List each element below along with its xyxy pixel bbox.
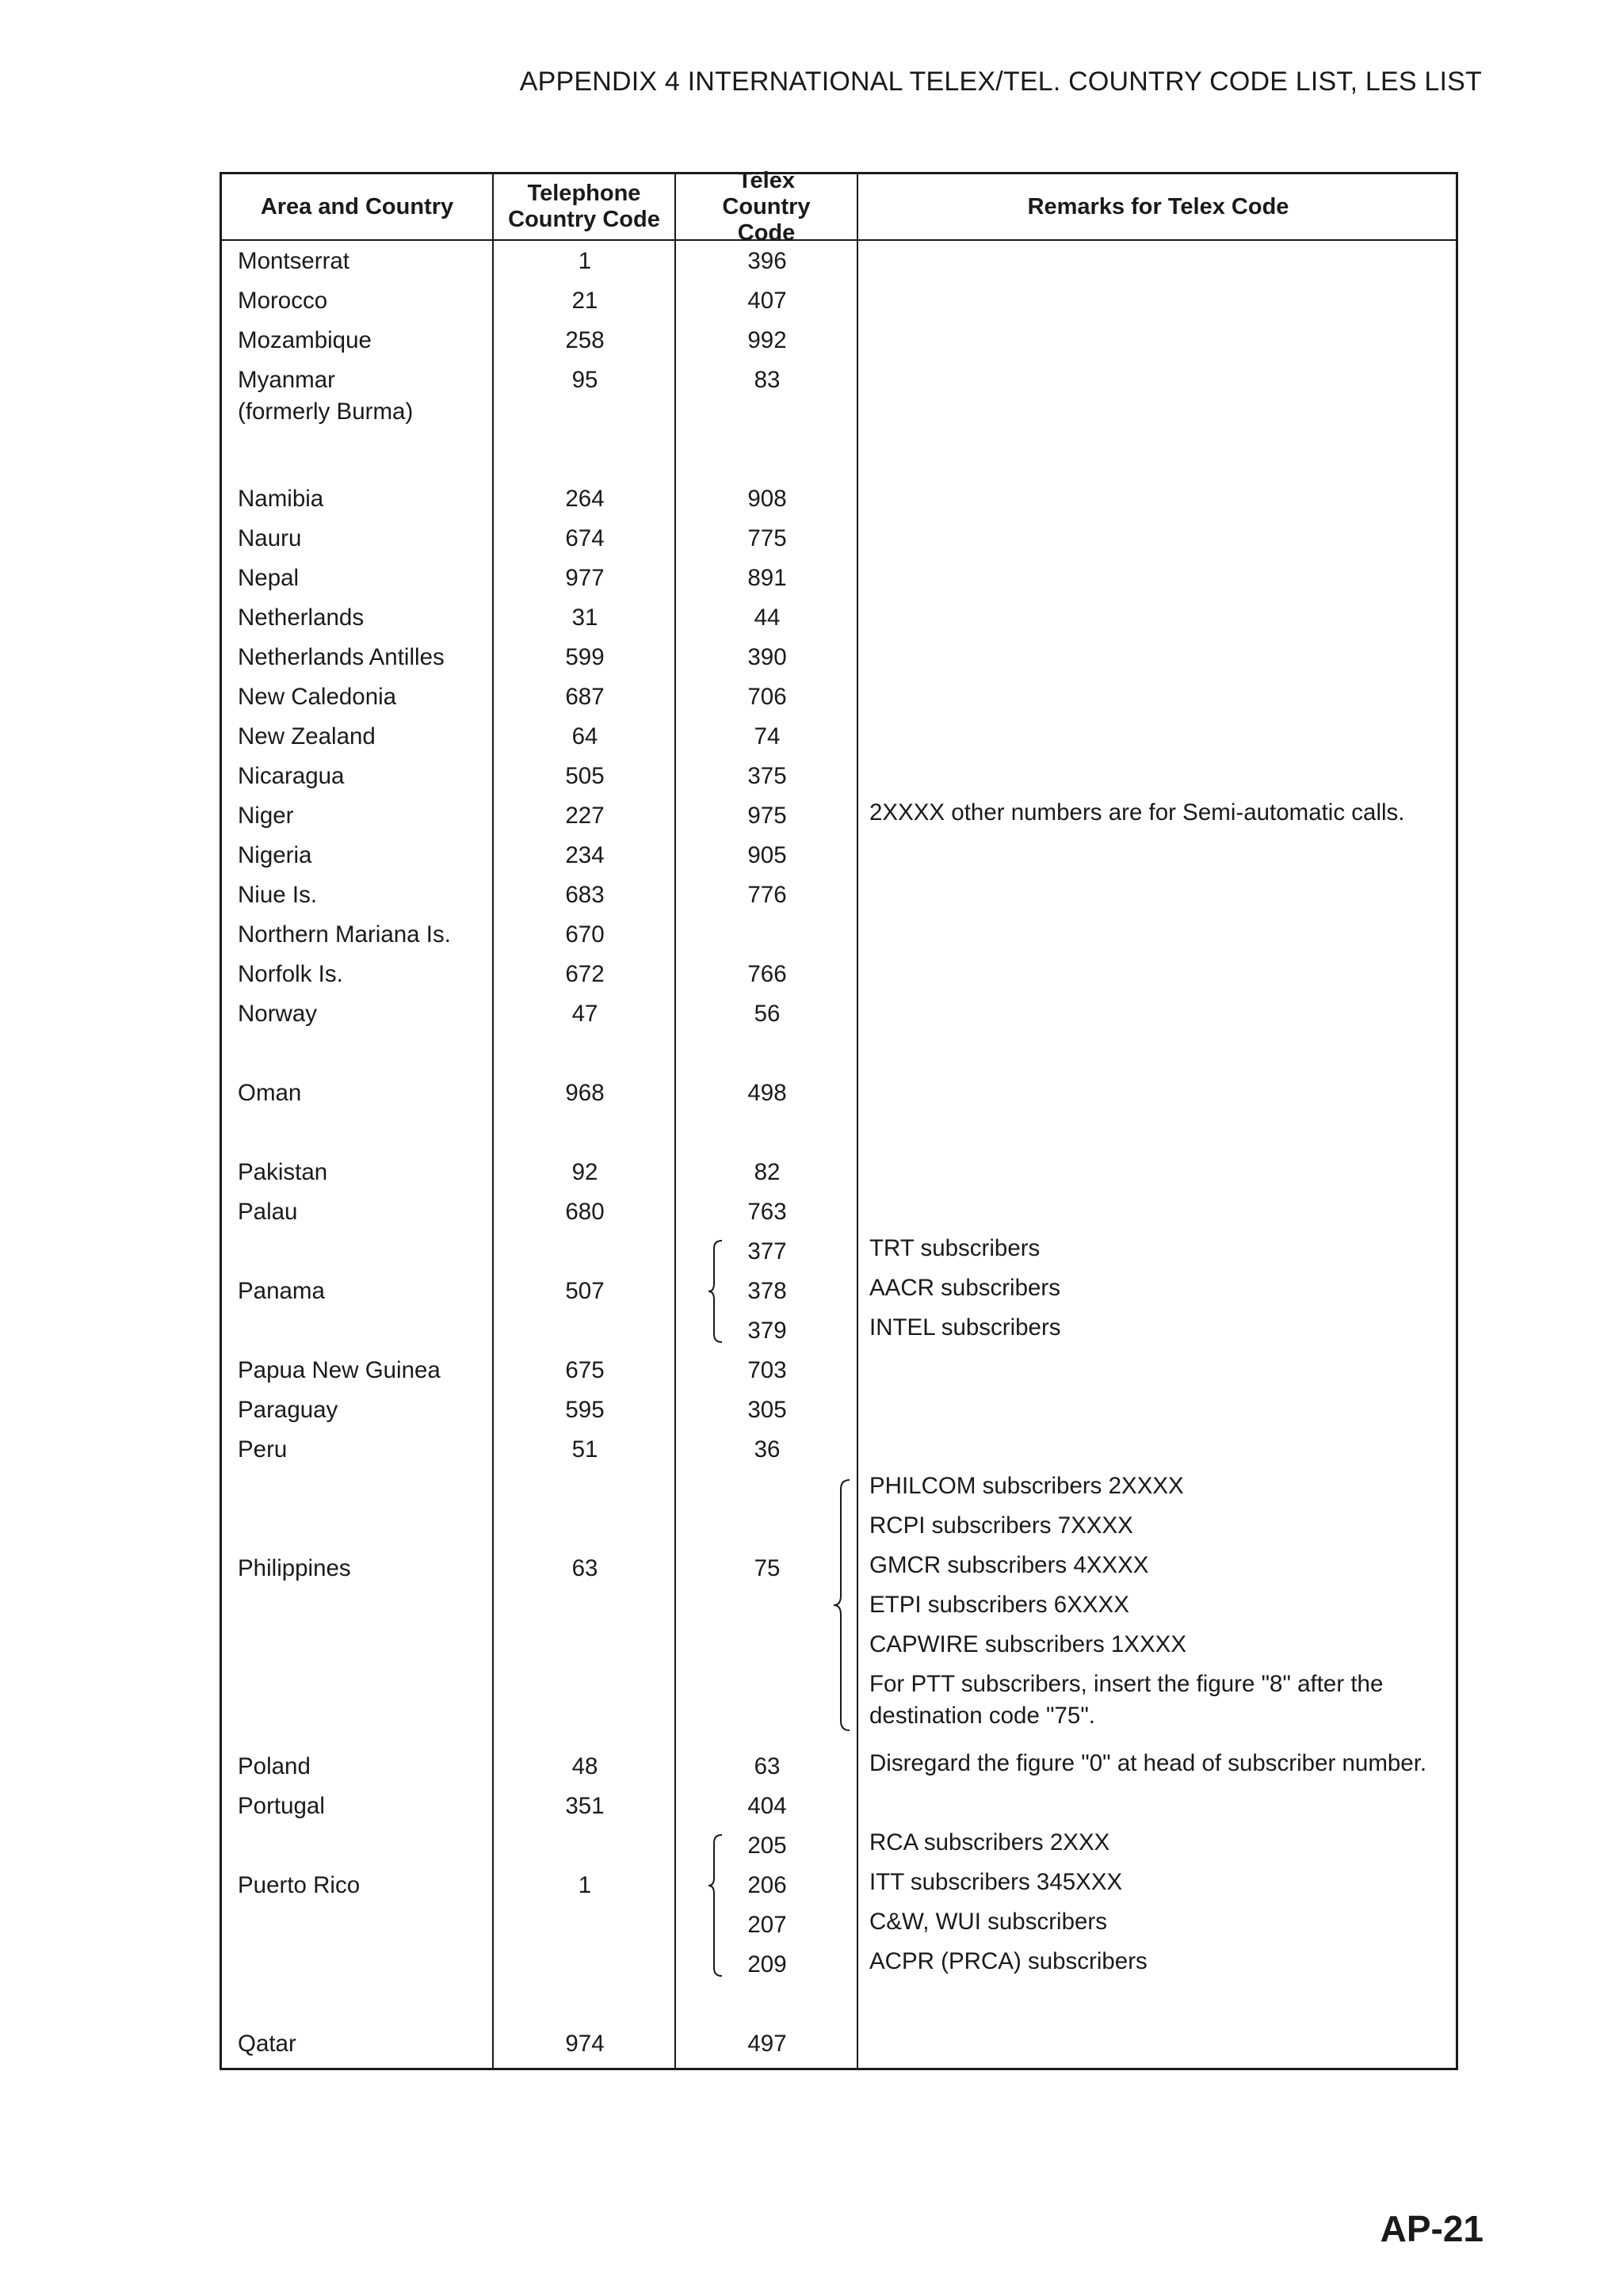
cell-telex-code: 378 (747, 1278, 787, 1304)
brace-icon (832, 1478, 851, 1733)
cell-telephone-code: 680 (565, 1199, 605, 1225)
country-code-table (220, 167, 1458, 2070)
cell-telex-code: 305 (747, 1397, 787, 1423)
cell-remark: C&W, WUI subscribers (869, 1909, 1107, 1935)
cell-country: Papua New Guinea (238, 1357, 441, 1383)
cell-telex-code: 776 (747, 882, 787, 908)
cell-country: Myanmar (238, 367, 335, 393)
cell-telephone-code: 968 (565, 1080, 605, 1106)
cell-telephone-code: 974 (565, 2031, 605, 2057)
cell-telex-code: 63 (754, 1753, 781, 1779)
cell-country: Pakistan (238, 1159, 328, 1185)
cell-telephone-code: 92 (571, 1159, 598, 1185)
cell-telex-code: 377 (747, 1238, 787, 1264)
cell-telephone-code: 31 (571, 605, 598, 631)
cell-remark: For PTT subscribers, insert the figure "8" after the destination code "75". (869, 1671, 1384, 1729)
cell-telephone-code: 351 (565, 1793, 605, 1819)
cell-telex-code: 498 (747, 1080, 787, 1106)
column-header-country: Area and Country (260, 193, 454, 219)
cell-country: Nigeria (238, 842, 312, 868)
cell-remark: RCA subscribers 2XXX (869, 1829, 1110, 1855)
cell-telephone-code: 683 (565, 882, 605, 908)
cell-country: Peru (238, 1436, 288, 1463)
cell-telex-code: 706 (747, 684, 787, 710)
cell-telex-code: 992 (747, 327, 787, 353)
cell-telex-code: 905 (747, 842, 787, 868)
cell-country: Oman (238, 1080, 302, 1106)
cell-telephone-code: 234 (565, 842, 605, 868)
cell-telex-code: 396 (747, 248, 787, 274)
cell-remark: 2XXXX other numbers are for Semi-automatic calls. (869, 799, 1405, 826)
cell-country: Philippines (238, 1555, 351, 1581)
cell-telex-code: 775 (747, 525, 787, 551)
cell-country: Mozambique (238, 327, 372, 353)
cell-country: Nepal (238, 565, 300, 591)
cell-telex-code: 975 (747, 803, 787, 829)
cell-telephone-code: 672 (565, 961, 605, 987)
cell-telex-code: 75 (754, 1555, 781, 1581)
cell-telex-code: 83 (754, 367, 781, 393)
cell-telephone-code: 48 (571, 1753, 598, 1779)
cell-country: Panama (238, 1278, 325, 1304)
cell-telex-code: 44 (754, 605, 781, 631)
cell-telex-code: 375 (747, 763, 787, 789)
cell-telex-code: 891 (747, 565, 787, 591)
cell-telex-code: 205 (747, 1833, 787, 1859)
cell-country: Palau (238, 1199, 298, 1225)
page-number: AP-21 (1380, 2208, 1484, 2249)
cell-country: Niue Is. (238, 882, 318, 908)
cell-country: Norfolk Is. (238, 961, 343, 987)
cell-country: Puerto Rico (238, 1872, 361, 1898)
cell-telex-code: 497 (747, 2031, 787, 2057)
cell-telephone-code: 258 (565, 327, 605, 353)
cell-country: Namibia (238, 486, 324, 512)
column-divider (674, 174, 676, 2068)
cell-telex-code: 56 (754, 1001, 781, 1027)
cell-telephone-code: 51 (571, 1436, 598, 1463)
cell-telex-code: 908 (747, 486, 787, 512)
cell-telephone-code: 595 (565, 1397, 605, 1423)
cell-telephone-code: 675 (565, 1357, 605, 1383)
cell-telephone-code: 227 (565, 803, 605, 829)
cell-telephone-code: 47 (571, 1001, 598, 1027)
cell-telephone-code: 674 (565, 525, 605, 551)
cell-remark: INTEL subscribers (869, 1314, 1061, 1341)
column-header-telephone: Telephone Country Code (508, 181, 660, 232)
cell-country: Paraguay (238, 1397, 338, 1423)
cell-country: Morocco (238, 288, 328, 314)
cell-remark: ETPI subscribers 6XXXX (869, 1592, 1129, 1618)
cell-telephone-code: 264 (565, 486, 605, 512)
cell-country: Netherlands Antilles (238, 644, 445, 670)
cell-telex-code: 74 (754, 723, 781, 749)
cell-country: Niger (238, 803, 294, 829)
cell-remark: ITT subscribers 345XXX (869, 1869, 1123, 1895)
cell-country: Portugal (238, 1793, 325, 1819)
cell-telephone-code: 507 (565, 1278, 605, 1304)
cell-telex-code: 379 (747, 1318, 787, 1344)
cell-telephone-code: 1 (578, 1872, 592, 1898)
cell-remark: GMCR subscribers 4XXXX (869, 1552, 1149, 1578)
cell-telex-code: 404 (747, 1793, 787, 1819)
cell-country: New Zealand (238, 723, 376, 749)
cell-telex-code: 209 (747, 1951, 787, 1978)
column-header-remarks: Remarks for Telex Code (1027, 193, 1289, 219)
cell-telephone-code: 21 (571, 288, 598, 314)
cell-country: Northern Mariana Is. (238, 921, 451, 948)
header-divider (222, 239, 1456, 241)
cell-country-note: (formerly Burma) (238, 399, 414, 425)
cell-country: Qatar (238, 2031, 296, 2057)
cell-country: Montserrat (238, 248, 349, 274)
cell-telex-code: 390 (747, 644, 787, 670)
cell-country: Norway (238, 1001, 317, 1027)
page-header: APPENDIX 4 INTERNATIONAL TELEX/TEL. COUNTRY CODE LIST, LES LIST (519, 67, 1482, 97)
cell-telex-code: 763 (747, 1199, 787, 1225)
cell-telephone-code: 95 (571, 367, 598, 393)
column-header-telex: Telex Country Code (722, 167, 811, 246)
cell-telex-code: 36 (754, 1436, 781, 1463)
cell-telex-code: 207 (747, 1912, 787, 1938)
cell-telex-code: 703 (747, 1357, 787, 1383)
cell-telephone-code: 63 (571, 1555, 598, 1581)
cell-telephone-code: 64 (571, 723, 598, 749)
cell-telephone-code: 670 (565, 921, 605, 948)
cell-country: Nicaragua (238, 763, 345, 789)
cell-telex-code: 407 (747, 288, 787, 314)
cell-country: Nauru (238, 525, 302, 551)
cell-telephone-code: 1 (578, 248, 592, 274)
cell-telephone-code: 977 (565, 565, 605, 591)
cell-telex-code: 766 (747, 961, 787, 987)
column-divider (857, 174, 858, 2068)
cell-country: Poland (238, 1753, 311, 1779)
cell-telephone-code: 687 (565, 684, 605, 710)
cell-remark: CAPWIRE subscribers 1XXXX (869, 1631, 1187, 1657)
cell-remark: Disregard the figure "0" at head of subscriber number. (869, 1750, 1427, 1776)
cell-remark: AACR subscribers (869, 1275, 1060, 1301)
cell-country: New Caledonia (238, 684, 397, 710)
cell-telex-code: 206 (747, 1872, 787, 1898)
cell-remark: RCPI subscribers 7XXXX (869, 1512, 1133, 1539)
cell-country: Netherlands (238, 605, 365, 631)
column-divider (492, 174, 494, 2068)
cell-telephone-code: 599 (565, 644, 605, 670)
cell-telex-code: 82 (754, 1159, 781, 1185)
cell-remark: ACPR (PRCA) subscribers (869, 1948, 1148, 1974)
cell-remark: PHILCOM subscribers 2XXXX (869, 1473, 1184, 1499)
cell-telephone-code: 505 (565, 763, 605, 789)
cell-remark: TRT subscribers (869, 1235, 1041, 1261)
